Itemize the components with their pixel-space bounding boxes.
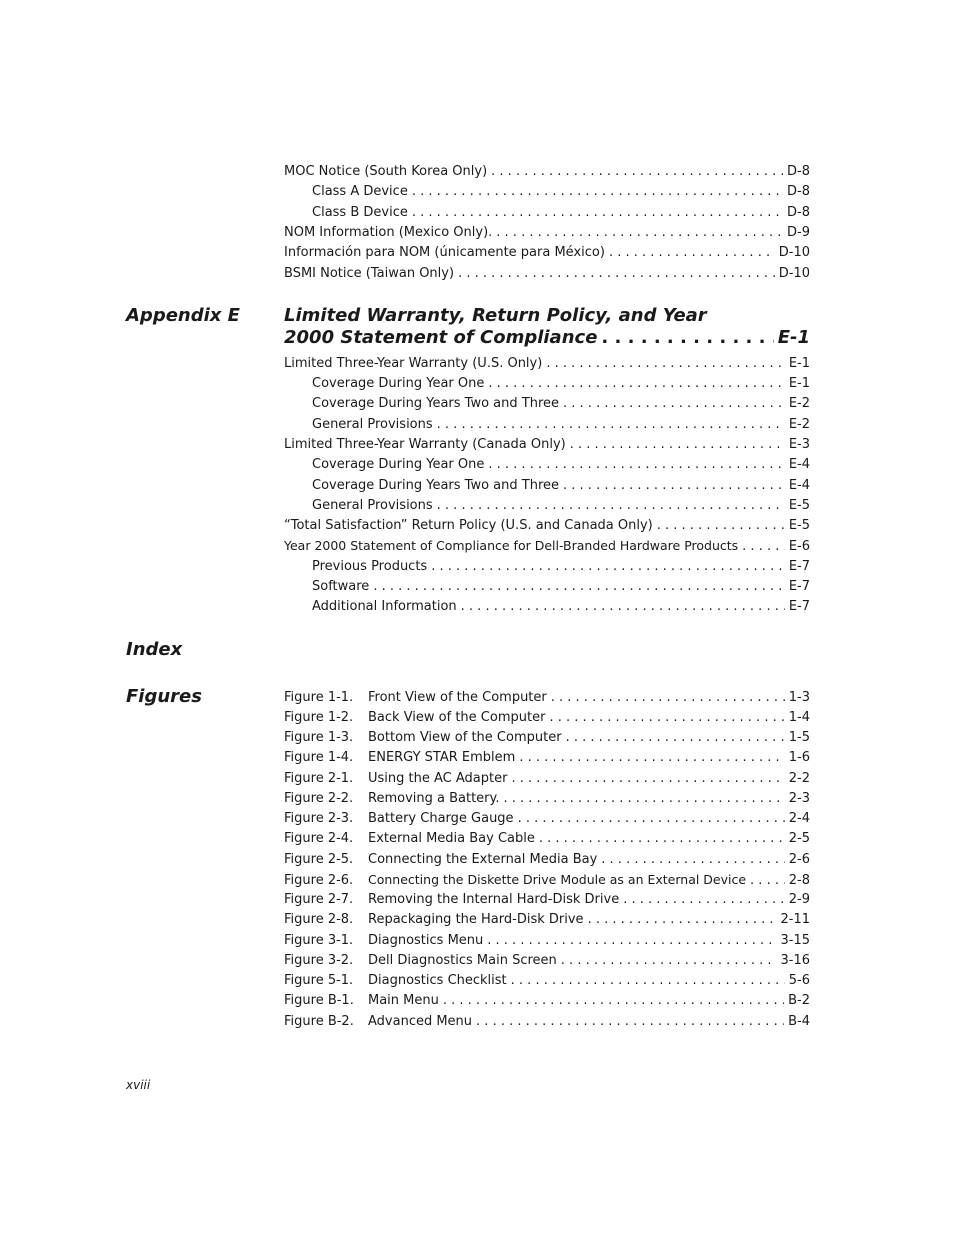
figure-number: Figure 2-2.	[284, 791, 354, 806]
dot-leader	[623, 890, 785, 910]
figure-number: Figure 3-1.	[284, 933, 354, 948]
dot-leader	[511, 971, 785, 991]
dot-leader	[570, 435, 785, 455]
figure-number: Figure 1-3.	[284, 730, 354, 745]
figure-title: Main Menu	[368, 993, 439, 1008]
page-number: xviii	[126, 1078, 151, 1092]
toc-entry[interactable]	[284, 435, 810, 455]
figure-page: 2-5	[788, 831, 810, 846]
toc-entry[interactable]	[312, 374, 810, 394]
toc-entry[interactable]	[312, 597, 810, 617]
figure-entry[interactable]	[284, 829, 810, 849]
toc-entry-text: General Provisions	[312, 498, 433, 513]
toc-entry[interactable]	[284, 264, 810, 284]
toc-entry-text: Limited Three-Year Warranty (Canada Only)	[284, 437, 566, 452]
figure-page: B-4	[788, 1014, 810, 1029]
toc-entry-text: Coverage During Years Two and Three	[312, 478, 560, 493]
toc-entry-page: E-4	[788, 457, 810, 472]
figure-title: Connecting the External Media Bay	[368, 852, 598, 867]
figure-entry[interactable]	[284, 748, 810, 768]
dot-leader	[504, 789, 785, 809]
index-heading[interactable]: Index	[126, 639, 183, 660]
dot-leader	[412, 182, 783, 202]
dot-leader	[563, 394, 785, 414]
dot-leader	[609, 243, 775, 263]
figure-number: Figure 5-1.	[284, 973, 354, 988]
toc-entry[interactable]	[312, 557, 810, 577]
dot-leader	[539, 829, 785, 849]
toc-entry[interactable]	[312, 577, 810, 597]
figure-number: Figure B-1.	[284, 993, 354, 1008]
figure-entry[interactable]	[284, 910, 810, 930]
figure-number: Figure 2-1.	[284, 771, 354, 786]
figure-entry[interactable]	[284, 991, 810, 1011]
toc-entry[interactable]	[284, 516, 810, 536]
figure-number: Figure 3-2.	[284, 953, 354, 968]
toc-entry[interactable]	[284, 223, 810, 243]
toc-entry-text: Coverage During Year One	[312, 457, 485, 472]
dot-leader	[563, 476, 785, 496]
toc-entry[interactable]	[284, 162, 810, 182]
figure-number: Figure 2-5.	[284, 852, 354, 867]
figure-page: 1-4	[788, 710, 810, 725]
dot-leader	[601, 327, 773, 349]
figure-title: Repackaging the Hard-Disk Drive	[368, 912, 584, 927]
figure-entry[interactable]	[284, 870, 810, 890]
toc-entry-page: E-4	[788, 478, 810, 493]
figure-entry[interactable]	[284, 728, 810, 748]
dot-leader	[373, 577, 785, 597]
figure-page: B-2	[788, 993, 810, 1008]
toc-entry[interactable]	[312, 496, 810, 516]
dot-leader	[496, 223, 783, 243]
figure-number: Figure 1-4.	[284, 750, 354, 765]
appendix-e-page: E-1	[777, 327, 810, 348]
toc-entry-text: Class B Device	[312, 205, 408, 220]
dot-leader	[601, 850, 784, 870]
figure-entry[interactable]	[284, 769, 810, 789]
figure-entry[interactable]	[284, 809, 810, 829]
toc-entry-text: Limited Three-Year Warranty (U.S. Only)	[284, 356, 543, 371]
figure-title: Battery Charge Gauge	[368, 811, 514, 826]
dot-leader	[412, 203, 783, 223]
toc-entry[interactable]	[312, 182, 810, 202]
figure-entry[interactable]	[284, 688, 810, 708]
figure-number: Figure 1-1.	[284, 690, 354, 705]
figure-number: Figure 2-3.	[284, 811, 354, 826]
figure-page: 5-6	[788, 973, 810, 988]
toc-entry-page: E-1	[788, 376, 810, 391]
toc-entry-text: Coverage During Year One	[312, 376, 485, 391]
figure-page: 2-4	[788, 811, 810, 826]
dot-leader	[511, 769, 784, 789]
toc-entry-page: D-9	[787, 225, 810, 240]
figure-title: Diagnostics Checklist	[368, 973, 507, 988]
dot-leader	[431, 557, 785, 577]
dot-leader	[443, 991, 784, 1011]
toc-entry-page: E-6	[788, 539, 810, 554]
dot-leader	[588, 910, 777, 930]
toc-entry-text: NOM Information (Mexico Only).	[284, 225, 493, 240]
figure-title: Removing a Battery.	[368, 791, 500, 806]
dot-leader	[551, 688, 785, 708]
toc-entry-page: E-7	[788, 599, 810, 614]
figure-entry[interactable]	[284, 890, 810, 910]
dot-leader	[566, 728, 785, 748]
figure-number: Figure B-2.	[284, 1014, 354, 1029]
figure-title: Using the AC Adapter	[368, 771, 508, 786]
figure-title: Back View of the Computer	[368, 710, 546, 725]
toc-entry-text: General Provisions	[312, 417, 433, 432]
appendix-e-title-line1: Limited Warranty, Return Policy, and Year	[284, 305, 707, 326]
appendix-e-title[interactable]	[284, 305, 810, 349]
figure-page: 2-8	[788, 873, 810, 888]
toc-entry[interactable]	[312, 476, 810, 496]
dot-leader	[750, 871, 785, 890]
dot-leader	[561, 951, 777, 971]
figure-entry[interactable]	[284, 789, 810, 809]
dot-leader	[491, 162, 783, 182]
toc-entry-page: E-5	[788, 498, 810, 513]
appendix-e-title-line2-row	[284, 327, 810, 349]
dot-leader	[461, 597, 785, 617]
dot-leader	[437, 415, 785, 435]
toc-entry-text: BSMI Notice (Taiwan Only)	[284, 266, 455, 281]
dot-leader	[519, 748, 784, 768]
dot-leader	[487, 931, 776, 951]
toc-entry-text: Coverage During Years Two and Three	[312, 396, 560, 411]
toc-entry-text: MOC Notice (South Korea Only)	[284, 164, 488, 179]
figure-title: Dell Diagnostics Main Screen	[368, 953, 557, 968]
figure-page: 1-6	[788, 750, 810, 765]
figure-page: 3-16	[780, 953, 810, 968]
figure-title: Bottom View of the Computer	[368, 730, 562, 745]
figure-title: Advanced Menu	[368, 1014, 473, 1029]
dot-leader	[549, 708, 784, 728]
figure-number: Figure 1-2.	[284, 710, 354, 725]
figure-page: 2-2	[788, 771, 810, 786]
toc-entry-page: E-2	[788, 396, 810, 411]
figure-page: 2-6	[788, 852, 810, 867]
figure-number: Figure 2-8.	[284, 912, 354, 927]
figure-page: 2-3	[788, 791, 810, 806]
figure-entry[interactable]	[284, 971, 810, 991]
figure-title: Diagnostics Menu	[368, 933, 484, 948]
toc-entry-page: D-8	[787, 205, 810, 220]
appendix-e-title-line2: 2000 Statement of Compliance	[284, 327, 598, 348]
figure-page: 2-11	[780, 912, 810, 927]
toc-entry-page: E-1	[788, 356, 810, 371]
figure-title: Connecting the Diskette Drive Module as an External Device	[368, 872, 747, 887]
dot-leader	[657, 516, 785, 536]
toc-entry-text: Información para NOM (únicamente para México)	[284, 245, 605, 260]
toc-entry-page: D-8	[787, 164, 810, 179]
toc-entry[interactable]	[284, 354, 810, 374]
toc-entry[interactable]	[312, 203, 810, 223]
figure-page: 3-15	[780, 933, 810, 948]
toc-entry[interactable]	[312, 415, 810, 435]
dot-leader	[458, 264, 775, 284]
toc-entry-text: Software	[312, 579, 370, 594]
figure-title: Removing the Internal Hard-Disk Drive	[368, 892, 620, 907]
toc-entry-text: Additional Information	[312, 599, 457, 614]
toc-entry[interactable]	[312, 394, 810, 414]
figure-entry[interactable]	[284, 1012, 810, 1032]
figure-number: Figure 2-4.	[284, 831, 354, 846]
toc-entry-page: E-7	[788, 559, 810, 574]
toc-entry[interactable]	[284, 243, 810, 263]
toc-entry-text: Year 2000 Statement of Compliance for Dell-Branded Hardware Products	[284, 538, 739, 553]
dot-leader	[518, 809, 785, 829]
figure-title: Front View of the Computer	[368, 690, 547, 705]
dot-leader	[437, 496, 785, 516]
dot-leader	[742, 537, 785, 556]
toc-entry-page: D-10	[778, 245, 810, 260]
figure-page: 1-5	[788, 730, 810, 745]
dot-leader	[488, 455, 784, 475]
figures-heading: Figures	[126, 686, 202, 707]
toc-entry-page: D-10	[778, 266, 810, 281]
toc-entry-page: E-3	[788, 437, 810, 452]
toc-entry-text: Class A Device	[312, 184, 408, 199]
figure-page: 2-9	[788, 892, 810, 907]
toc-entry[interactable]	[284, 536, 810, 556]
figure-number: Figure 2-6.	[284, 873, 354, 888]
toc-entry-text: “Total Satisfaction” Return Policy (U.S. and Canada Only)	[284, 518, 653, 533]
dot-leader	[476, 1012, 784, 1032]
figure-entry[interactable]	[284, 951, 810, 971]
toc-entry-page: E-2	[788, 417, 810, 432]
figure-title: ENERGY STAR Emblem	[368, 750, 516, 765]
figure-entry[interactable]	[284, 850, 810, 870]
figure-page: 1-3	[788, 690, 810, 705]
dot-leader	[546, 354, 785, 374]
dot-leader	[488, 374, 784, 394]
toc-entry-page: D-8	[787, 184, 810, 199]
figure-number: Figure 2-7.	[284, 892, 354, 907]
toc-entry-text: Previous Products	[312, 559, 428, 574]
toc-entry-page: E-7	[788, 579, 810, 594]
figure-entry[interactable]	[284, 708, 810, 728]
toc-entry[interactable]	[312, 455, 810, 475]
appendix-e-label: Appendix E	[126, 305, 240, 326]
figure-title: External Media Bay Cable	[368, 831, 535, 846]
toc-entry-page: E-5	[788, 518, 810, 533]
figure-entry[interactable]	[284, 931, 810, 951]
